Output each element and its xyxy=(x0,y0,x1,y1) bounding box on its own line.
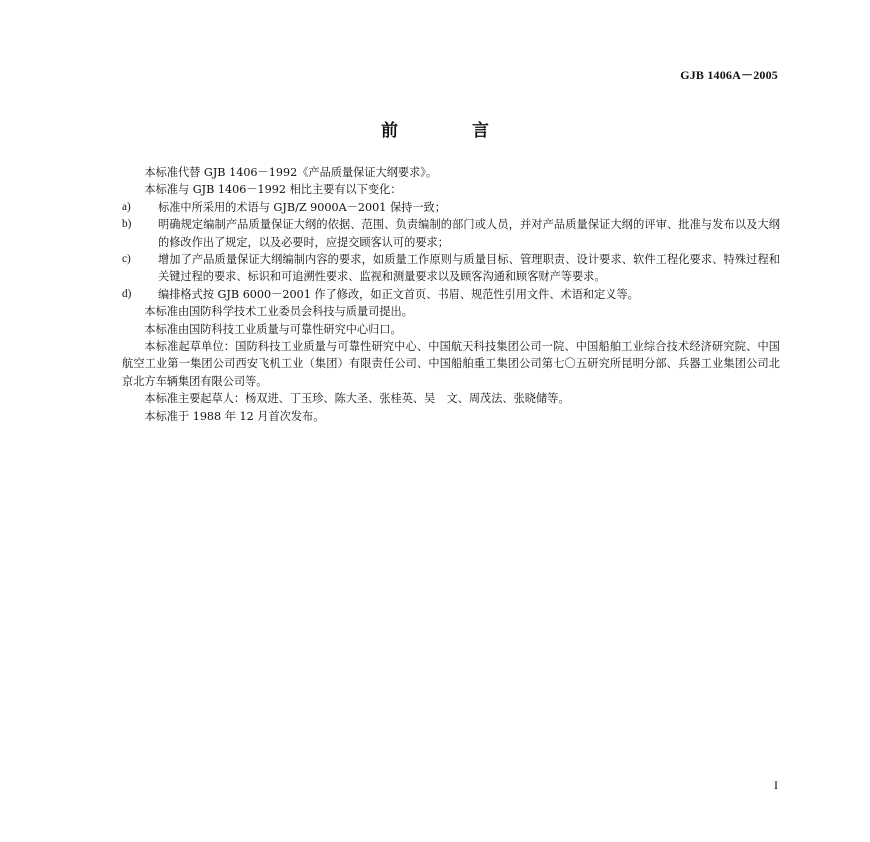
list-item-mark: d) xyxy=(122,287,132,300)
page-number: I xyxy=(774,778,778,792)
list-item-a xyxy=(122,199,780,216)
paragraph-administered-by: 本标准由国防科技工业质量与可靠性研究中心归口。 xyxy=(144,322,402,336)
list-item-text: 明确规定编制产品质量保证大纲的依据、范围、负责编制的部门或人员，并对产品质量保证大纲的评审、批准与发布以及大纲的修改作出了规定，以及必要时，应提交顾客认可的要求； xyxy=(158,218,780,249)
list-item-d xyxy=(122,286,780,303)
paragraph-drafting-units: 本标准起草单位：国防科技工业质量与可靠性研究中心、中国航天科技集团公司一院、中国船舶工业综合技术经济研究院、中国航空工业第一集团公司西安飞机工业（集团）有限责任公司、中国船舶重工集团公司第七〇五研究所昆明分部、兵器工业集团公司北京北方车辆集团有限公司等。 xyxy=(122,340,780,388)
paragraph-replaces: 本标准代替 GJB 1406－1992《产品质量保证大纲要求》。 xyxy=(144,166,438,179)
list-item-text: 编排格式按 GJB 6000－2001 作了修改，如正文首页、书眉、规范性引用文件、术语和定义等。 xyxy=(158,287,639,301)
document-body xyxy=(122,164,780,425)
list-item-mark: b) xyxy=(122,218,132,231)
page-title: 前 言 xyxy=(381,121,523,141)
list-item-c xyxy=(122,251,780,286)
list-item-mark: c) xyxy=(122,253,131,266)
paragraph-drafters: 本标准主要起草人：杨双进、丁玉珍、陈大圣、张桂英、吴 文、周茂法、张晓储等。 xyxy=(144,392,570,406)
paragraph-first-issued: 本标准于 1988 年 12 月首次发布。 xyxy=(144,409,325,423)
paragraph-proposed-by: 本标准由国防科学技术工业委员会科技与质量司提出。 xyxy=(144,305,413,319)
list-item-text: 标准中所采用的术语与 GJB/Z 9000A－2001 保持一致； xyxy=(158,200,446,214)
list-item-mark: a) xyxy=(122,200,131,213)
standard-code-header: GJB 1406A－2005 xyxy=(680,68,778,82)
list-item-b xyxy=(122,216,780,251)
paragraph-changes-intro: 本标准与 GJB 1406－1992 相比主要有以下变化： xyxy=(144,183,402,197)
list-item-text: 增加了产品质量保证大纲编制内容的要求，如质量工作原则与质量目标、管理职责、设计要求、软件工程化要求、特殊过程和关键过程的要求、标识和可追溯性要求、监视和测量要求以及顾客沟通和顾客财产等要求。 xyxy=(158,253,780,284)
